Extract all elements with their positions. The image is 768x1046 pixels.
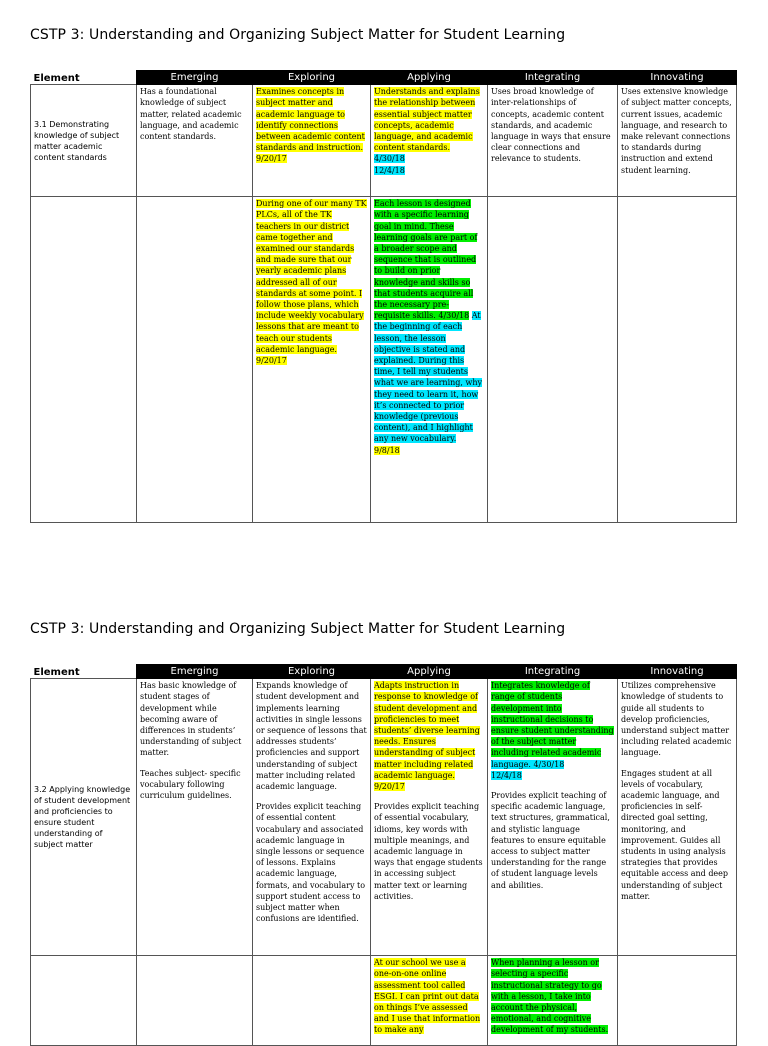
page-title: CSTP 3: Understanding and Organizing Subject Matter for Student Learning [30, 27, 566, 43]
date-highlight: 4/30/18 [374, 154, 405, 164]
emerging-cell [137, 679, 253, 956]
date-highlight: 9/20/17 [374, 782, 405, 792]
evidence-cell-integrating [488, 197, 618, 523]
evidence-cell-innovating [618, 956, 737, 1046]
rubric-table [30, 664, 737, 1046]
evidence-text: When planning a lesson or selecting a specific instructional strategy to go with a lesson, I take into account the physical, emotional, and cognitive development of my students. [491, 958, 609, 1035]
rubric-text: Teaches subject- specific vocabulary following curriculum guidelines. [140, 768, 241, 801]
table-row [31, 679, 737, 956]
evidence-cell-integrating [488, 956, 618, 1046]
evidence-row [31, 956, 737, 1046]
rubric-text: Provides explicit teaching of specific academic language, text structures, grammatical, and stylistic language features to ensure equitable access to subject matter understanding for the range of student language levels and abilities. [491, 791, 610, 890]
evidence-text: At our school we use a one-on-one online assessment tool called ESGI. I can print out data on things I’ve assessed and I use that information to make any [374, 958, 481, 1035]
column-header-emerging: Emerging [137, 71, 253, 85]
evidence-cell-applying [371, 956, 488, 1046]
integrating-cell: Uses broad knowledge of inter-relationships of concepts, academic content standards, and academic language in ways that ensure clear connections and relevance to students. [488, 85, 618, 197]
element-cell: 3.1 Demonstrating knowledge of subject matter academic content standards [31, 85, 137, 197]
applying-cell [371, 85, 488, 197]
evidence-cell-emerging [137, 197, 253, 523]
rubric-section-3-1 [30, 24, 736, 523]
element-cell: 3.2 Applying knowledge of student development and proficiencies to ensure student understanding of subject matter [31, 679, 137, 956]
column-header-integrating: Integrating [488, 665, 618, 679]
rubric-table [30, 70, 737, 523]
column-header-innovating: Innovating [618, 71, 737, 85]
integrating-cell [488, 679, 618, 956]
column-header-applying: Applying [371, 665, 488, 679]
page-title: CSTP 3: Understanding and Organizing Subject Matter for Student Learning [30, 621, 566, 637]
evidence-cell-applying [371, 197, 488, 523]
column-header-exploring: Exploring [253, 71, 371, 85]
evidence-text: Each lesson is designed with a specific learning goal in mind. These learning goals are part of a broader scope and sequence that is outlined to build on prior knowledge and skills so that students acquire all the necessary pre-requisite skills. 4/30/18 [374, 199, 478, 321]
column-header-emerging: Emerging [137, 665, 253, 679]
evidence-text: During one of our many TK PLCs, all of the TK teachers in our district came together and examined our standards and made sure that our yearly academic plans addressed all of our standards at some point. I follow those plans, which include weekly vocabulary lessons that are meant to teach our students academic language. 9/20/17 [256, 199, 367, 366]
evidence-cell-exploring [253, 956, 371, 1046]
evidence-cell-innovating [618, 197, 737, 523]
evidence-text: At the beginning of each lesson, the lesson objective is stated and explained. During this time, I tell my students what we are learning, why they need to learn it, how it’s connected to prior knowledge (previous content), and I highlight any new vocabulary. [374, 311, 482, 444]
table-row [31, 85, 737, 197]
header-row [31, 665, 737, 679]
applying-cell [371, 679, 488, 956]
rubric-section-3-2 [30, 618, 736, 1046]
rubric-text: Has basic knowledge of student stages of development while becoming aware of differences in students’ understanding of subject matter. [140, 681, 242, 758]
highlighted-text: Integrates knowledge of range of students development into instructional decisions to ensure student understanding of the subject matter including related academic [491, 681, 614, 758]
evidence-cell-element [31, 197, 137, 523]
exploring-cell [253, 679, 371, 956]
column-header-applying: Applying [371, 71, 488, 85]
rubric-text: Engages student at all levels of vocabulary, academic language, and proficiencies in self-directed goal setting, monitoring, and improvement. Guides all students in using analysis strategies that provides equitable access and deep understanding of subject matter. [621, 768, 729, 901]
rubric-text: Expands knowledge of student development and implements learning activities in single lessons or sequence of lessons that addresses students’ proficiencies and support understanding of subject matter including related academic language. [256, 681, 367, 792]
date-highlight: 12/4/18 [374, 165, 405, 175]
highlighted-text: Adapts instruction in response to knowledge of student development and proficiencies to meet students’ diverse learning needs. Ensures understanding of subject matter including related academic language. [374, 681, 480, 780]
evidence-cell-element [31, 956, 137, 1046]
evidence-row [31, 197, 737, 523]
column-header-integrating: Integrating [488, 71, 618, 85]
highlighted-text: language. 4/30/18 [491, 759, 565, 769]
evidence-cell-emerging [137, 956, 253, 1046]
column-header-innovating: Innovating [618, 665, 737, 679]
emerging-cell: Has a foundational knowledge of subject matter, related academic language, and academic content standards. [137, 85, 253, 197]
header-row [31, 71, 737, 85]
rubric-text: Provides explicit teaching of essential content vocabulary and associated academic language in single lessons or sequence of lessons. Explains academic language, formats, and vocabulary to support student access to subject matter when confusions are identified. [256, 802, 366, 924]
highlighted-text: Examines concepts in subject matter and academic language to identify connections between academic content standards and instruction. 9/20/17 [256, 87, 365, 164]
evidence-cell-exploring [253, 197, 371, 523]
date-highlight: 9/8/18 [374, 445, 400, 455]
highlighted-text: Understands and explains the relationship between essential subject matter concepts, academic language, and academic content standards. [374, 87, 480, 153]
exploring-cell [253, 85, 371, 197]
column-header-element: Element [33, 667, 80, 678]
innovating-cell [618, 679, 737, 956]
rubric-text: Provides explicit teaching of essential vocabulary, idioms, key words with multiple meanings, and academic language in ways that engage students in accessing subject matter text or learning activities. [374, 802, 483, 901]
innovating-cell: Uses extensive knowledge of subject matter concepts, current issues, academic language, and research to make relevant connections to standards during instruction and extend student learning. [618, 85, 737, 197]
column-header-element: Element [33, 73, 80, 84]
column-header-exploring: Exploring [253, 665, 371, 679]
rubric-text: Utilizes comprehensive knowledge of students to guide all students to develop proficiencies, understand subject matter including related academic language. [621, 681, 732, 758]
date-highlight: 12/4/18 [491, 770, 522, 780]
